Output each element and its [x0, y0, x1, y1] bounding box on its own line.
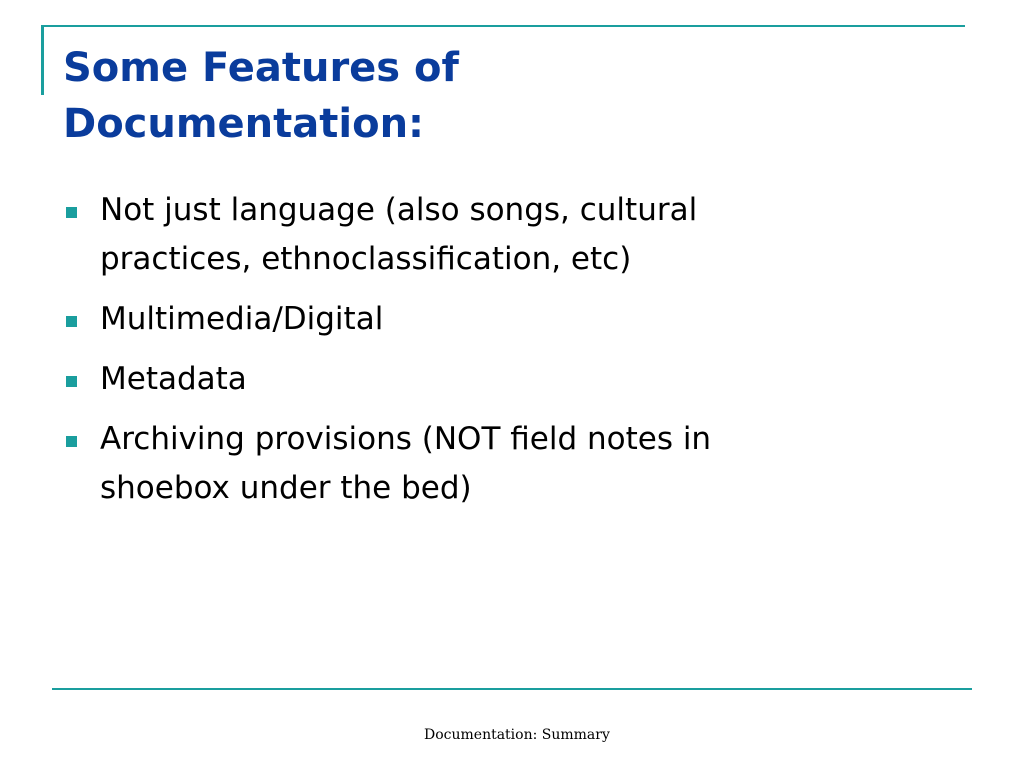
bullet-list: [63, 186, 943, 524]
footer-rule: [52, 688, 972, 690]
bullet-text-line: Multimedia/Digital: [100, 301, 384, 337]
bullet-item-3: [63, 355, 943, 404]
slide-title-line-1: Some Features of: [63, 45, 459, 91]
slide-title-line-2: Documentation:: [63, 101, 425, 147]
accent-vertical-rule: [41, 25, 44, 95]
bullet-item-4: [63, 415, 943, 513]
square-bullet-icon: [66, 207, 77, 218]
square-bullet-icon: [66, 376, 77, 387]
square-bullet-icon: [66, 316, 77, 327]
accent-top-rule: [41, 25, 965, 27]
bullet-text-line: Not just language (also songs, cultural: [100, 192, 698, 228]
slide-title: [63, 40, 943, 152]
bullet-text-line: Metadata: [100, 361, 247, 397]
bullet-item-2: [63, 295, 943, 344]
square-bullet-icon: [66, 436, 77, 447]
bullet-item-1: [63, 186, 943, 284]
bullet-text-line: practices, ethnoclassification, etc): [100, 241, 632, 277]
slide-footer: Documentation: Summary: [424, 727, 610, 743]
bullet-text-line: shoebox under the bed): [100, 470, 472, 506]
bullet-text-line: Archiving provisions (NOT field notes in: [100, 421, 712, 457]
